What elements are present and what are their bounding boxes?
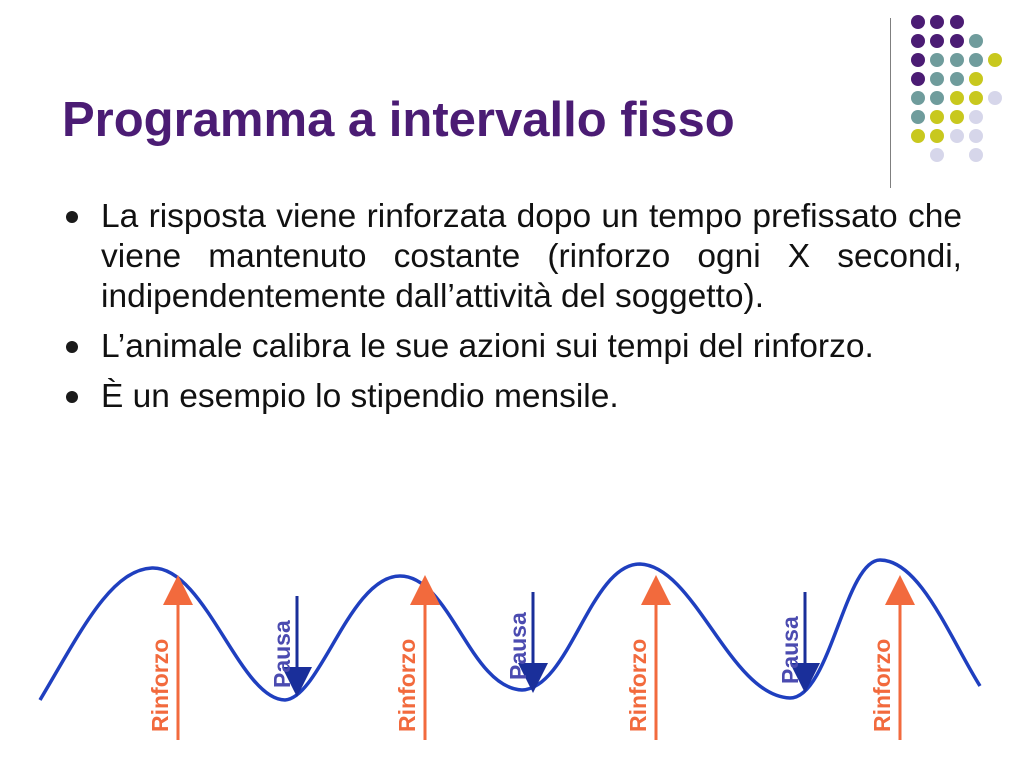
reinforcement-marker — [625, 590, 656, 740]
decorative-dot — [911, 34, 925, 48]
decorative-dot — [988, 91, 1002, 105]
decorative-dot — [950, 72, 964, 86]
decorative-dot — [969, 72, 983, 86]
decorative-dot — [969, 148, 983, 162]
decorative-dot — [950, 110, 964, 124]
reinforcement-label: Rinforzo — [625, 638, 651, 732]
decorative-dot — [950, 34, 964, 48]
decorative-dot — [911, 129, 925, 143]
pause-label: Pausa — [777, 616, 803, 684]
bullet-marker-icon — [66, 391, 78, 403]
decorative-dot — [930, 53, 944, 67]
decorative-dot — [930, 72, 944, 86]
decorative-dot — [911, 53, 925, 67]
decorative-dot — [969, 34, 983, 48]
decorative-dot — [930, 148, 944, 162]
decorative-dot — [969, 91, 983, 105]
decorative-dot — [930, 34, 944, 48]
pause-marker — [505, 592, 533, 680]
decorative-dot — [950, 15, 964, 29]
decorative-dot — [969, 53, 983, 67]
slide-title: Programma a intervallo fisso — [62, 93, 735, 147]
decorative-dot — [950, 91, 964, 105]
reinforcement-marker — [147, 590, 178, 740]
reinforcement-wave-diagram — [0, 548, 1024, 768]
bullet-item — [62, 377, 962, 417]
decorative-dot — [950, 129, 964, 143]
decorative-dot — [911, 15, 925, 29]
decorative-dot — [988, 53, 1002, 67]
bullet-marker-icon — [66, 211, 78, 223]
decorative-dot — [911, 72, 925, 86]
pause-label: Pausa — [505, 612, 531, 680]
bullet-text: L’animale calibra le sue azioni sui tempi del rinforzo. — [101, 328, 874, 365]
reinforcement-marker — [394, 590, 425, 740]
reinforcement-label: Rinforzo — [147, 638, 173, 732]
decorative-dot — [969, 129, 983, 143]
reinforcement-label: Rinforzo — [869, 638, 895, 732]
decorative-dot — [930, 110, 944, 124]
decorative-dot — [930, 15, 944, 29]
bullet-text: È un esempio lo stipendio mensile. — [101, 378, 619, 415]
pause-label: Pausa — [269, 620, 295, 688]
bullet-text: La risposta viene rinforzata dopo un tempo prefissato che viene mantenuto costante (rinforzo ogni X secondi, indipendentemente dall’attività del soggetto). — [101, 198, 962, 315]
bullet-item — [62, 197, 962, 317]
decorative-dot — [930, 129, 944, 143]
reinforcement-label: Rinforzo — [394, 638, 420, 732]
decorative-dot — [911, 110, 925, 124]
title-divider-line — [890, 18, 891, 188]
bullet-marker-icon — [66, 341, 78, 353]
decorative-dot — [911, 91, 925, 105]
bullet-list — [62, 197, 962, 427]
bullet-item — [62, 327, 962, 367]
decorative-dot — [930, 91, 944, 105]
decorative-dot — [969, 110, 983, 124]
reinforcement-marker — [869, 590, 900, 740]
pause-marker — [269, 596, 297, 688]
decorative-dot — [950, 53, 964, 67]
pause-marker — [777, 592, 805, 684]
